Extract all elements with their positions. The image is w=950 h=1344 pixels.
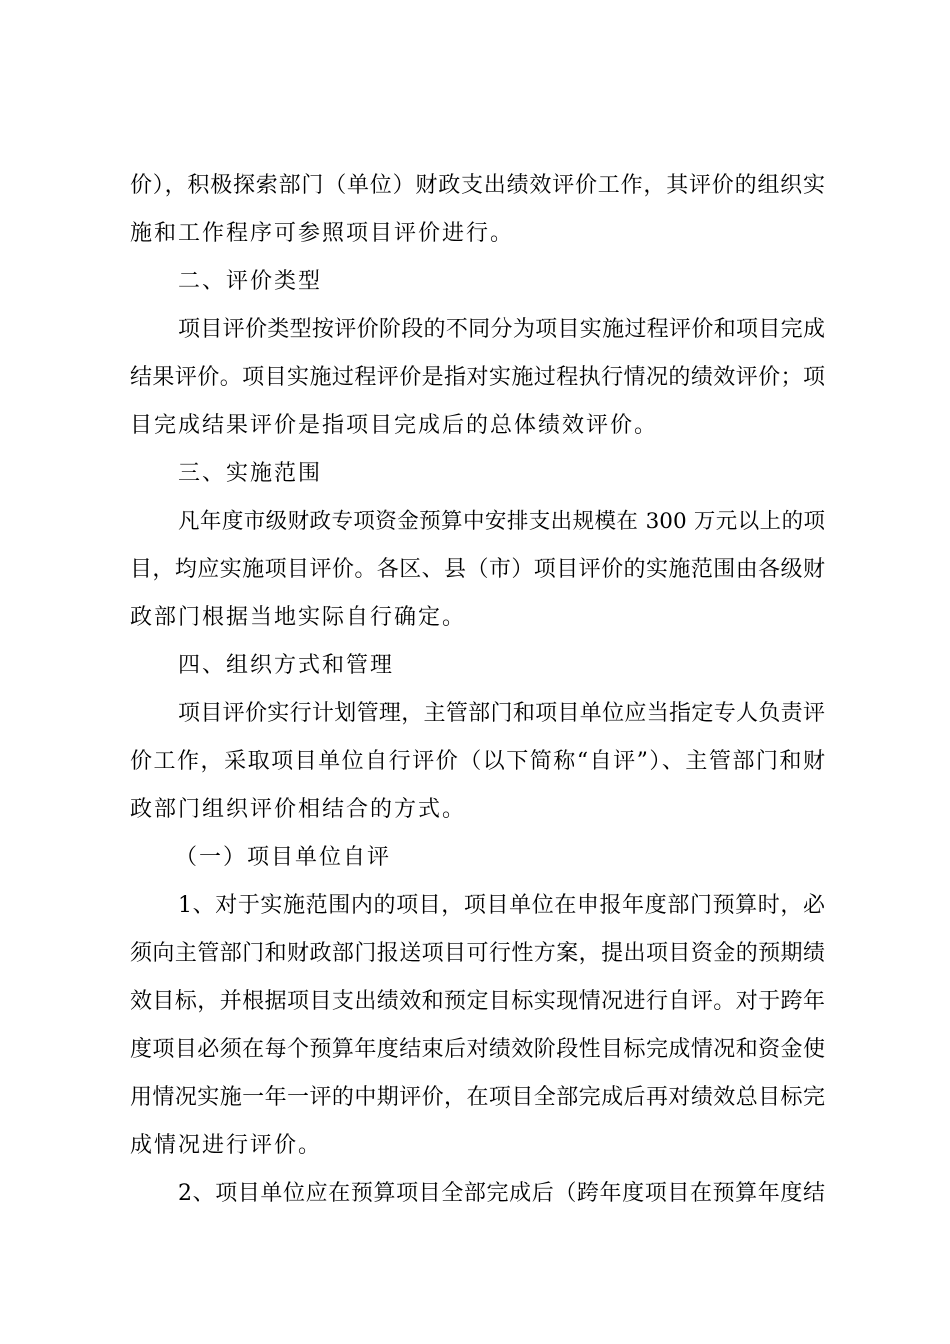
paragraph-line <box>0 1170 950 1218</box>
paragraph-line <box>0 1074 950 1122</box>
line-text: 须向主管部门和财政部门报送项目可行性方案，提出项目资金的预期绩 <box>130 941 825 966</box>
line-text: 目，均应实施项目评价。各区、县（市）项目评价的实施范围由各级财 <box>130 557 825 582</box>
line-text: 项目评价类型按评价阶段的不同分为项目实施过程评价和项目完成 <box>178 317 825 342</box>
line-text: 政部门组织评价相结合的方式。 <box>130 797 467 822</box>
heading-text: 四、组织方式和管理 <box>178 653 395 678</box>
heading-text: （一）项目单位自评 <box>175 845 392 870</box>
paragraph-line <box>0 162 950 210</box>
line-text: 度项目必须在每个预算年度结束后对绩效阶段性目标完成情况和资金使 <box>130 1037 825 1062</box>
paragraph-line <box>0 546 950 594</box>
section-heading <box>0 258 950 306</box>
paragraph-line <box>0 738 950 786</box>
paragraph-line <box>0 978 950 1026</box>
section-heading <box>0 450 950 498</box>
paragraph-line <box>0 930 950 978</box>
line-text: 用情况实施一年一评的中期评价，在项目全部完成后再对绩效总目标完 <box>130 1085 825 1110</box>
heading-text: 三、实施范围 <box>178 461 323 486</box>
subsection-heading <box>0 834 950 882</box>
paragraph-line <box>0 1122 950 1170</box>
line-text: 凡年度市级财政专项资金预算中安排支出规模在 300 万元以上的项 <box>178 509 825 534</box>
paragraph-line <box>0 690 950 738</box>
line-text: 施和工作程序可参照项目评价进行。 <box>130 221 515 246</box>
paragraph-line <box>0 786 950 834</box>
line-text: 1、对于实施范围内的项目，项目单位在申报年度部门预算时，必 <box>178 893 825 918</box>
paragraph-line <box>0 354 950 402</box>
line-text: 价），积极探索部门（单位）财政支出绩效评价工作，其评价的组织实 <box>130 173 825 198</box>
paragraph-line <box>0 402 950 450</box>
paragraph-line <box>0 1026 950 1074</box>
line-text: 项目评价实行计划管理，主管部门和项目单位应当指定专人负责评 <box>178 701 825 726</box>
line-text: 政部门根据当地实际自行确定。 <box>130 605 467 630</box>
paragraph-line <box>0 594 950 642</box>
line-text: 价工作，采取项目单位自行评价（以下简称“自评”）、主管部门和财 <box>130 749 825 774</box>
paragraph-line <box>0 498 950 546</box>
line-text: 结果评价。项目实施过程评价是指对实施过程执行情况的绩效评价；项 <box>130 365 825 390</box>
heading-text: 二、评价类型 <box>178 269 323 294</box>
section-heading <box>0 642 950 690</box>
line-text: 2、项目单位应在预算项目全部完成后（跨年度项目在预算年度结 <box>178 1181 825 1206</box>
paragraph-line <box>0 210 950 258</box>
line-text: 效目标，并根据项目支出绩效和预定目标实现情况进行自评。对于跨年 <box>130 989 825 1014</box>
paragraph-line <box>0 882 950 930</box>
line-text: 成情况进行评价。 <box>130 1133 323 1158</box>
line-text: 目完成结果评价是指项目完成后的总体绩效评价。 <box>130 413 659 438</box>
paragraph-line <box>0 306 950 354</box>
